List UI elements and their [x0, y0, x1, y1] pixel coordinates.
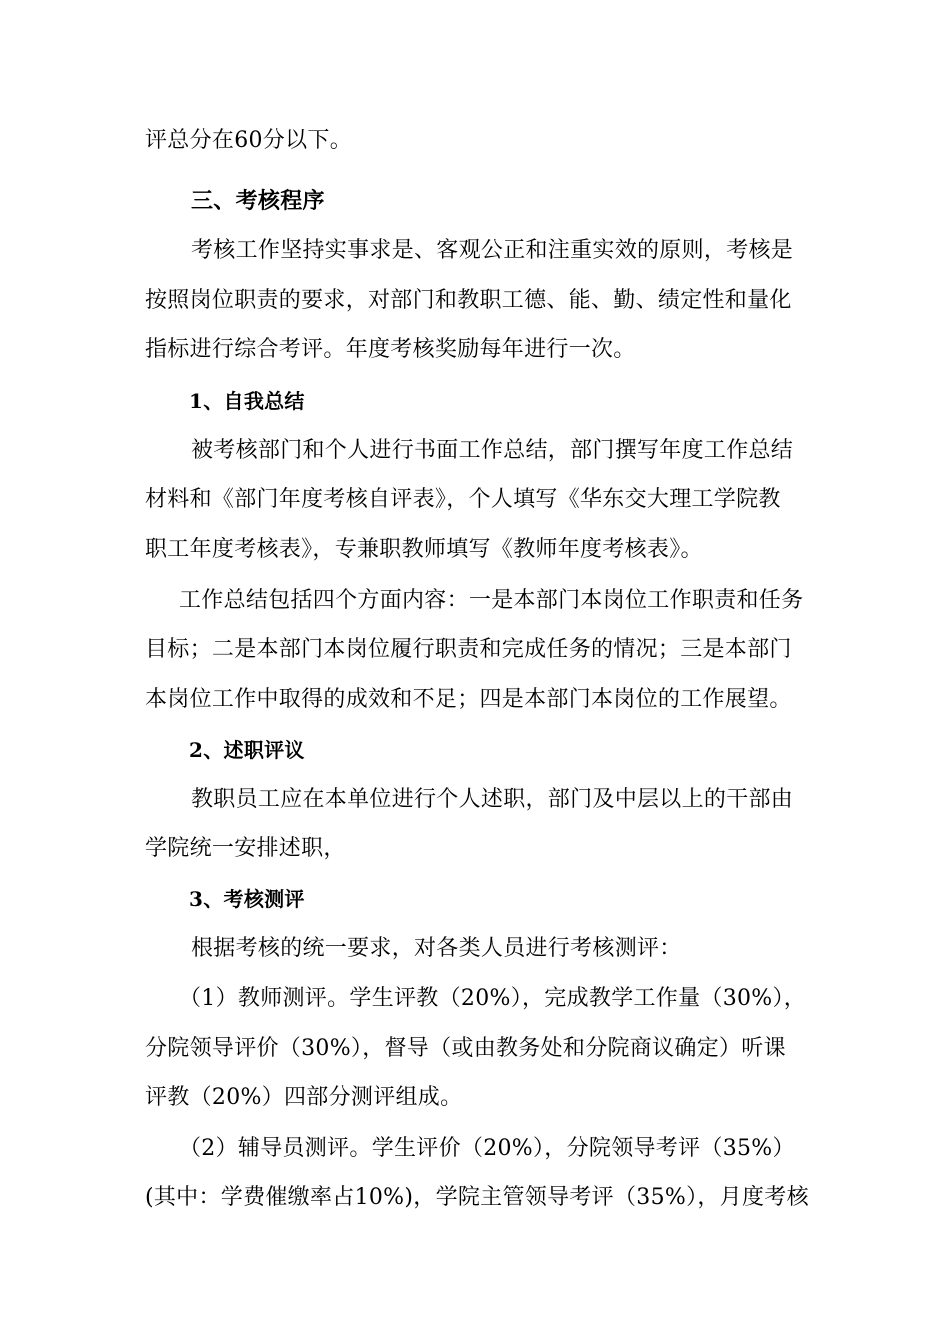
- paragraph-line: 被考核部门和个人进行书面工作总结，部门撰写年度工作总结: [191, 438, 794, 463]
- paragraph-line: 指标进行综合考评。年度考核奖励每年进行一次。: [145, 337, 636, 362]
- subsection-heading: 1、自我总结: [189, 389, 305, 413]
- paragraph-line: 评教（20%）四部分测评组成。: [145, 1085, 463, 1110]
- paragraph-line: 目标；二是本部门本岗位履行职责和完成任务的情况；三是本部门: [145, 637, 792, 662]
- paragraph-line: 按照岗位职责的要求，对部门和教职工德、能、勤、绩定性和量化: [145, 288, 792, 313]
- paragraph-line: 根据考核的统一要求，对各类人员进行考核测评：: [191, 936, 682, 961]
- paragraph-line: 评总分在60分以下。: [145, 128, 352, 153]
- paragraph-line: （1）教师测评。学生评教（20%），完成教学工作量（30%），: [179, 986, 807, 1011]
- paragraph-line: 考核工作坚持实事求是、客观公正和注重实效的原则，考核是: [191, 238, 794, 263]
- subsection-heading: 2、述职评议: [189, 738, 305, 762]
- subsection-heading: 3、考核测评: [189, 887, 305, 911]
- paragraph-line: 教职员工应在本单位进行个人述职，部门及中层以上的干部由: [191, 787, 794, 812]
- section-heading: 三、考核程序: [191, 188, 325, 214]
- paragraph-line: 分院领导评价（30%），督导（或由教务处和分院商议确定）听课: [145, 1036, 786, 1061]
- paragraph-line: （2）辅导员测评。学生评价（20%），分院领导考评（35%）: [179, 1136, 795, 1161]
- paragraph-line: (其中：学费催缴率占10%)，学院主管领导考评（35%），月度考核: [145, 1185, 809, 1210]
- paragraph-line: 学院统一安排述职，: [145, 836, 346, 861]
- paragraph-line: 材料和《部门年度考核自评表》，个人填写《华东交大理工学院教: [145, 487, 781, 512]
- paragraph-line: 工作总结包括四个方面内容：一是本部门本岗位工作职责和任务: [179, 588, 804, 613]
- paragraph-line: 职工年度考核表》，专兼职教师填写《教师年度考核表》。: [145, 537, 703, 562]
- paragraph-line: 本岗位工作中取得的成效和不足；四是本部门本岗位的工作展望。: [145, 687, 792, 712]
